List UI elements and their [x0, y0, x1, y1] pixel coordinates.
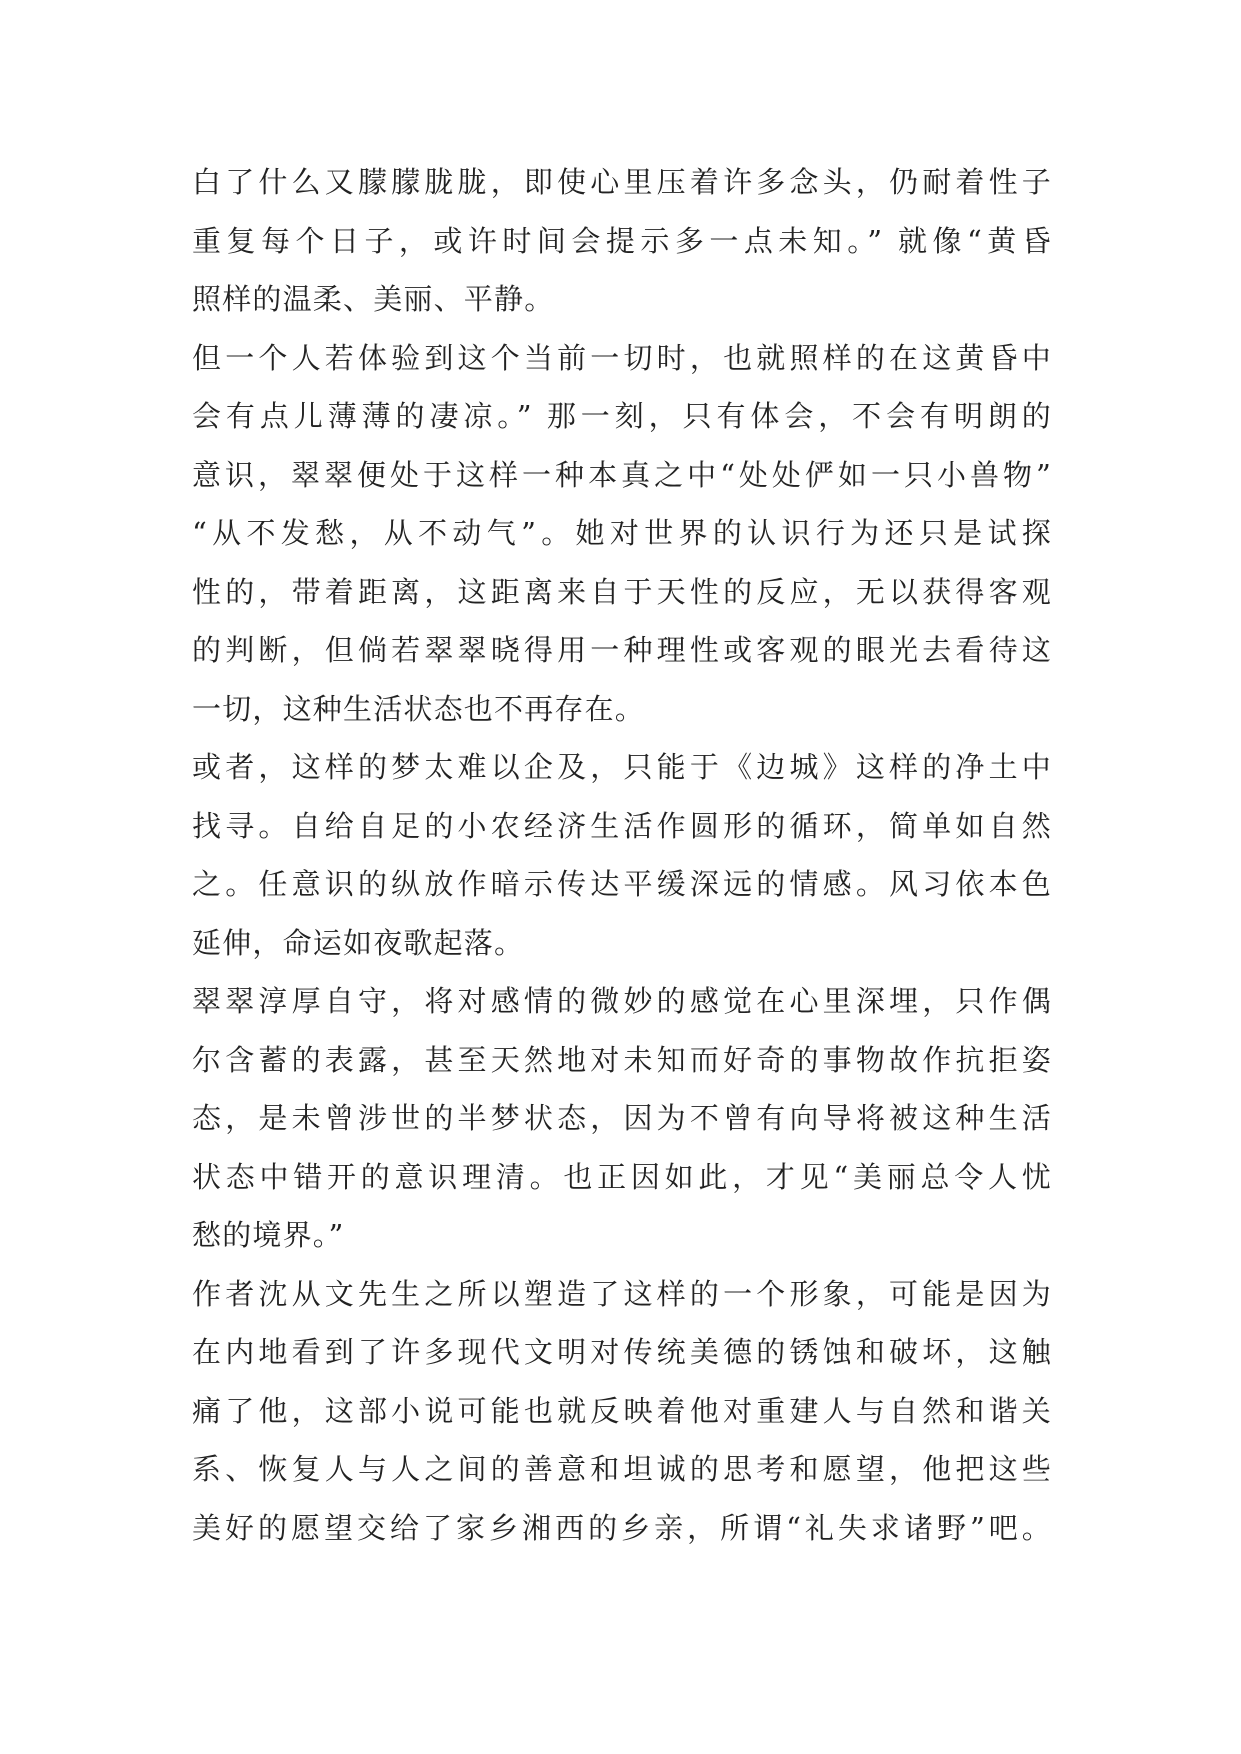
text-line: 或者，这样的梦太难以企及，只能于《边城》这样的净土中 — [192, 750, 1052, 784]
text-line: 意识，翠翠便处于这样一种本真之中“处处俨如一只小兽物” — [192, 457, 1052, 492]
text-line: 照样的温柔、美丽、平静。 — [192, 282, 555, 316]
text-line: 之。任意识的纵放作暗示传达平缓深远的情感。风习依本色 — [192, 867, 1052, 901]
text-line: 找寻。自给自足的小农经济生活作圆形的循环，简单如自然 — [192, 808, 1052, 843]
text-line: 一切，这种生活状态也不再存在。 — [192, 691, 646, 726]
text-line: 翠翠淳厚自守，将对感情的微妙的感觉在心里深埋，只作偶 — [192, 984, 1052, 1018]
text-line: 性的，带着距离，这距离来自于天性的反应，无以获得客观 — [192, 574, 1052, 609]
text-line: 的判断，但倘若翠翠晓得用一种理性或客观的眼光去看待这 — [192, 633, 1052, 667]
text-line: 重复每个日子，或许时间会提示多一点未知。” 就像“黄昏 — [192, 223, 1052, 258]
text-line: 但一个人若体验到这个当前一切时，也就照样的在这黄昏中 — [192, 340, 1052, 375]
text-line: 延伸，命运如夜歌起落。 — [192, 925, 525, 960]
text-line: 作者沈从文先生之所以塑造了这样的一个形象，可能是因为 — [192, 1276, 1052, 1311]
text-line: 尔含蓄的表露，甚至天然地对未知而好奇的事物故作抗拒姿 — [192, 1042, 1052, 1077]
text-line: “从不发愁，从不动气”。她对世界的认识行为还只是试探 — [192, 516, 1052, 550]
text-line: 愁的境界。” — [192, 1218, 345, 1252]
text-line: 美好的愿望交给了家乡湘西的乡亲，所谓“礼失求诸野”吧。 — [192, 1510, 1052, 1545]
text-line: 在内地看到了许多现代文明对传统美德的锈蚀和破坏，这触 — [192, 1335, 1052, 1369]
body-text — [192, 153, 1052, 1557]
text-line: 系、恢复人与人之间的善意和坦诚的思考和愿望，他把这些 — [192, 1452, 1052, 1486]
text-line: 白了什么又朦朦胧胧，即使心里压着许多念头，仍耐着性子 — [192, 165, 1052, 199]
text-line: 会有点儿薄薄的凄凉。” 那一刻，只有体会，不会有明朗的 — [192, 399, 1052, 433]
text-line: 状态中错开的意识理清。也正因如此，才见“美丽总令人忧 — [192, 1159, 1052, 1194]
text-line: 痛了他，这部小说可能也就反映着他对重建人与自然和谐关 — [192, 1393, 1052, 1428]
text-line: 态，是未曾涉世的半梦状态，因为不曾有向导将被这种生活 — [192, 1101, 1052, 1135]
